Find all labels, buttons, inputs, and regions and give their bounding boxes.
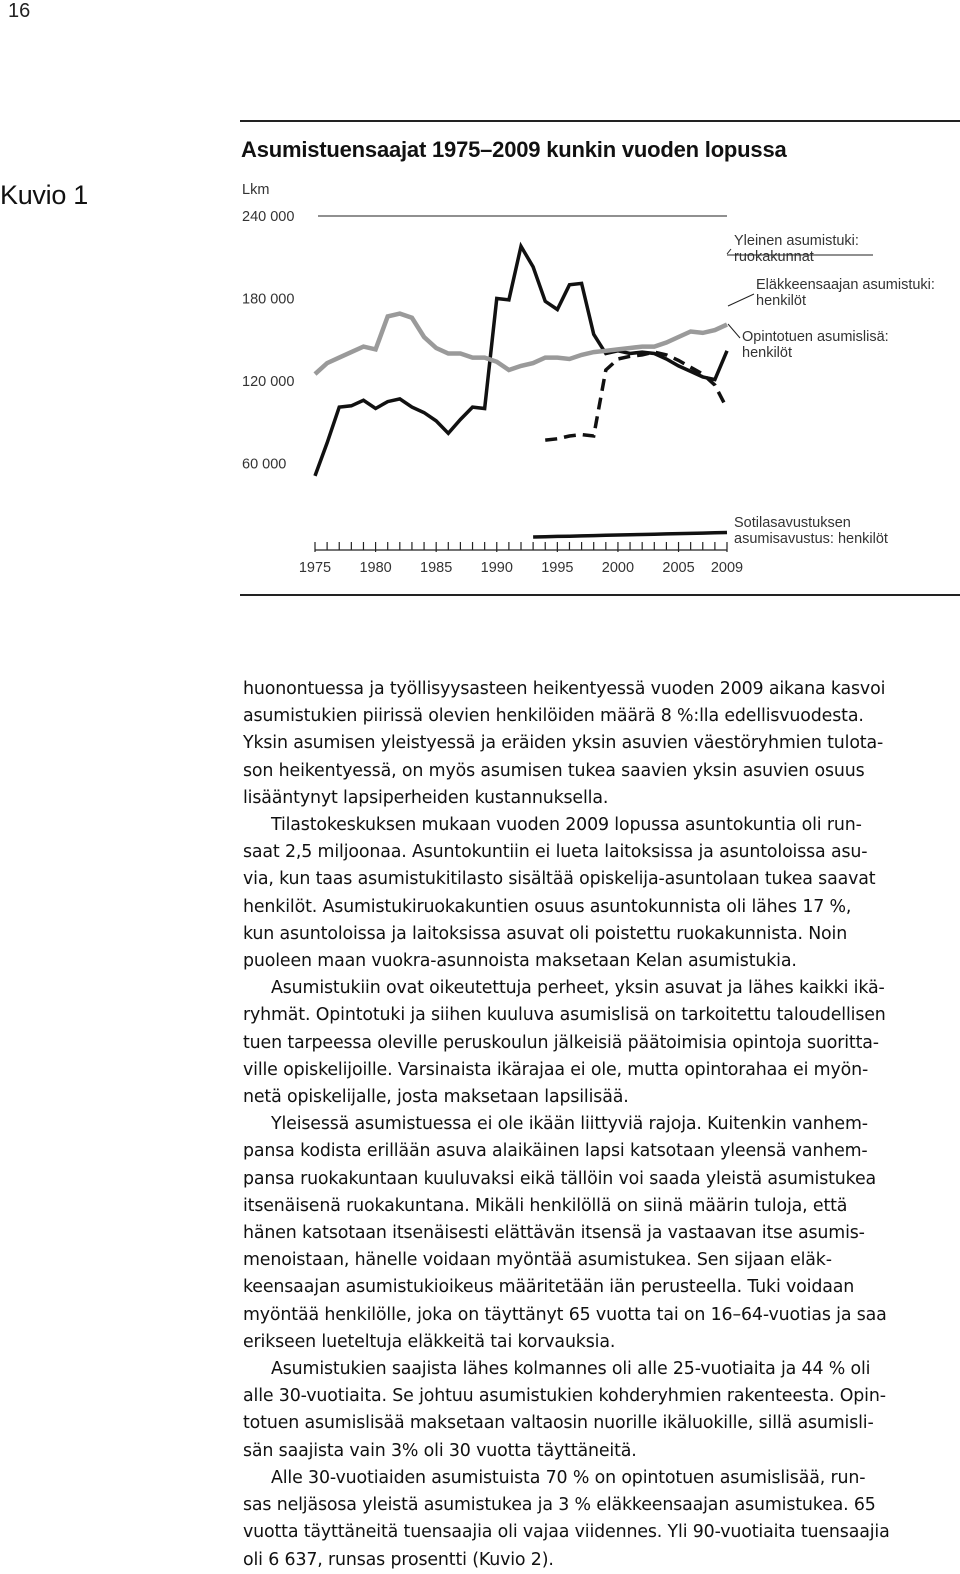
- body-line: puoleen maan vuokra-asunnoista maksetaan Kelan asumistukia.: [243, 951, 797, 972]
- series-line-4: [533, 533, 727, 538]
- body-line: son heikentyessä, on myös asumisen tukea saavien yksin asuvien osuus: [243, 760, 865, 781]
- body-line: menoistaan, hänelle voidaan myöntää asumistukea. Sen sijaan eläk-: [243, 1250, 832, 1271]
- body-line: via, kun taas asumistukitilasto sisältää opiskelija-asuntolaan tukea saavat: [243, 869, 876, 890]
- legend-label-4: Sotilasavustuksen: [734, 515, 851, 531]
- x-tick-label: 2005: [662, 560, 695, 576]
- body-line: Yleisessä asumistuessa ei ole ikään liittyviä rajoja. Kuitenkin vanhem-: [271, 1114, 868, 1135]
- series-line-1: [315, 246, 727, 476]
- x-tick-label: 1990: [480, 560, 513, 576]
- body-line: vuotta täyttäneitä tuensaajia oli vajaa viidennes. Yli 90-vuotiaita tuensaajia: [243, 1522, 890, 1543]
- y-axis-label: Lkm: [242, 182, 270, 198]
- legend-label-1: Yleinen asumistuki:: [734, 233, 859, 249]
- chart-title: Asumistuensaajat 1975–2009 kunkin vuoden lopussa: [241, 137, 787, 162]
- body-line: erikseen lueteltuja eläkkeitä tai korvauksia.: [243, 1331, 616, 1352]
- x-tick-label: 2009: [710, 560, 744, 576]
- legend-label-3: henkilöt: [742, 345, 792, 361]
- x-tick-label: 1985: [420, 560, 453, 576]
- body-line: keensaajan asumistukioikeus määritetään iän perusteella. Tuki voidaan: [243, 1277, 855, 1298]
- legend-label-2: henkilöt: [756, 293, 806, 309]
- y-tick-label: 60 000: [242, 456, 287, 473]
- body-line: henkilöt. Asumistukiruokakuntien osuus asuntokunnista oli lähes 17 %,: [243, 896, 852, 917]
- body-line: Alle 30-vuotiaiden asumistuista 70 % on opintotuen asumislisää, run-: [271, 1467, 866, 1488]
- body-line: huonontuessa ja työllisyysasteen heikentyessä vuoden 2009 aikana kasvoi: [243, 679, 886, 699]
- body-line: alle 30-vuotiaita. Se johtuu asumistukien kohderyhmien rakenteesta. Opin-: [243, 1386, 886, 1407]
- legend-leader-line: [728, 294, 754, 306]
- y-tick-label: 240 000: [242, 209, 295, 225]
- body-line: Yksin asumisen yleistyessä ja eräiden yksin asuvien väestöryhmien tulota-: [243, 733, 884, 754]
- legend-label-3: Opintotuen asumislisä:: [742, 329, 889, 345]
- body-line: kun asuntoloissa ja laitoksissa asuvat oli poistettu ruokakunnista. Noin: [243, 923, 848, 944]
- x-tick-label: 2000: [601, 560, 635, 576]
- x-tick-label: 1980: [359, 560, 392, 576]
- body-line: asumistukien piirissä olevien henkilöiden määrä 8 %:lla edellisvuodesta.: [243, 706, 864, 727]
- body-line: lisääntynyt lapsiperheiden kustannuksella.: [243, 787, 609, 808]
- body-line: Asumistukiin ovat oikeutettuja perheet, yksin asuvat ja lähes kaikki ikä-: [271, 978, 885, 999]
- y-tick-label: 120 000: [242, 374, 295, 390]
- body-text: [243, 676, 955, 1574]
- body-line: Tilastokeskuksen mukaan vuoden 2009 lopussa asuntokuntia oli run-: [271, 815, 862, 836]
- series-line-3: [545, 352, 727, 440]
- body-line: myöntää henkilölle, joka on täyttänyt 65 vuotta tai on 16–64-vuotias ja saa: [243, 1304, 887, 1325]
- x-tick-label: 1975: [298, 560, 332, 576]
- series-line-2: [315, 314, 727, 375]
- body-line: totuen asumislisää maksetaan valtaosin nuorille ikäluokille, sillä asumisli-: [243, 1413, 874, 1434]
- body-line: hänen katsotaan itsenäisesti elättävän itsensä ja vastaavan itse asumis-: [243, 1223, 865, 1244]
- legend-label-1: ruokakunnat: [734, 249, 814, 265]
- body-line: saat 2,5 miljoonaa. Asuntokuntiin ei lueta laitoksissa ja asuntoloissa asu-: [243, 842, 868, 863]
- x-tick-label: 1995: [541, 560, 574, 576]
- body-line: Asumistukien saajista lähes kolmannes oli alle 25-vuotiaita ja 44 % oli: [271, 1359, 871, 1380]
- body-line: sas neljäsosa yleistä asumistukea ja 3 % eläkkeensaajan asumistukea. 65: [243, 1495, 876, 1516]
- body-line: oli 6 637, runsas prosentti (Kuvio 2).: [243, 1549, 554, 1570]
- legend-leader-line: [727, 249, 731, 254]
- body-line: ville opiskelijoille. Varsinaista ikärajaa ei ole, mutta opintorahaa ei myön-: [243, 1059, 869, 1080]
- y-tick-label: 180 000: [242, 291, 295, 308]
- page-number: 16: [8, 0, 31, 22]
- legend-label-4: asumisavustus: henkilöt: [734, 531, 888, 547]
- body-line: ryhmät. Opintotuki ja siihen kuuluva asumislisä on tarkoitettu taloudellisen: [243, 1005, 886, 1026]
- body-line: tuen tarpeessa oleville peruskoulun jälkeisiä päätoimisia opintoja suoritta-: [243, 1032, 879, 1053]
- body-line: sän saajista vain 3% oli 30 vuotta täyttäneitä.: [243, 1440, 637, 1461]
- line-chart: [0, 0, 960, 600]
- legend-label-2: Eläkkeensaajan asumistuki:: [756, 277, 935, 293]
- body-line: itsenäisenä ruokakuntana. Mikäli henkilöllä on siinä määrin tuloja, että: [243, 1195, 848, 1216]
- figure-label: Kuvio 1: [0, 180, 88, 210]
- legend-leader-line: [728, 324, 740, 338]
- body-line: netä opiskelijalle, josta maksetaan lapsilisää.: [243, 1087, 629, 1108]
- body-line: pansa ruokakuntaan kuuluvaksi eikä tällöin voi saada yleistä asumistukea: [243, 1168, 877, 1189]
- body-line: pansa kodista erillään asuva alaikäinen lapsi katsotaan yleensä vanhem-: [243, 1141, 868, 1162]
